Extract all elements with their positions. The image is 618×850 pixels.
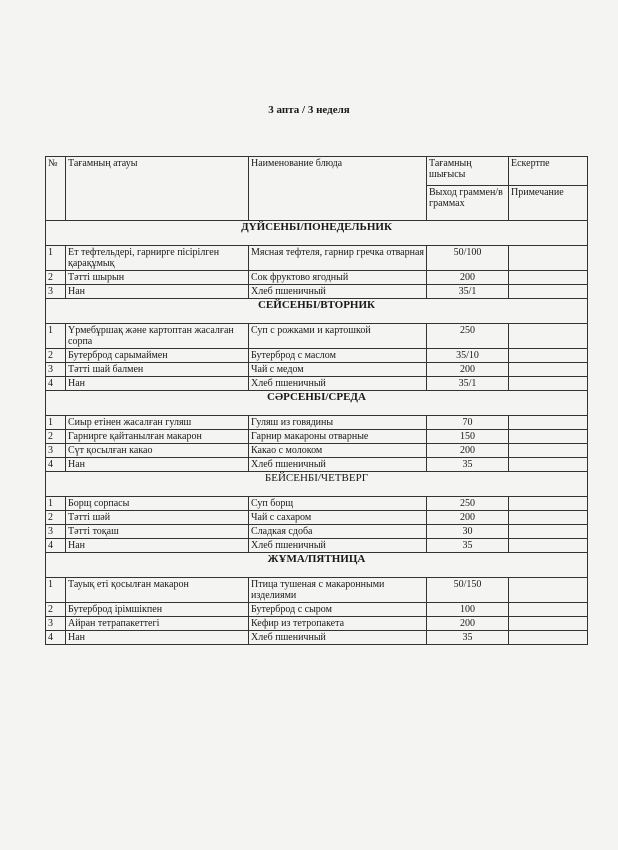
dish-name-ru: Хлеб пшеничный	[249, 377, 427, 391]
dish-number: 3	[46, 363, 66, 377]
dish-note	[509, 416, 588, 430]
dish-note	[509, 285, 588, 299]
dish-name-kz: Нан	[66, 631, 249, 645]
dish-name-kz: Нан	[66, 539, 249, 553]
dish-name-ru: Мясная тефтеля, гарнир гречка отварная	[249, 246, 427, 271]
dish-number: 2	[46, 603, 66, 617]
header-row	[46, 157, 588, 186]
dish-note	[509, 511, 588, 525]
table-row	[46, 285, 588, 299]
dish-name-kz: Ет тефтельдері, гарнирге пісірілген қарақұмық	[66, 246, 249, 271]
dish-name-kz: Нан	[66, 285, 249, 299]
dish-name-ru: Суп с рожками и картошкой	[249, 324, 427, 349]
dish-note	[509, 631, 588, 645]
dish-name-kz: Айран тетрапакеттегі	[66, 617, 249, 631]
dish-number: 1	[46, 246, 66, 271]
dish-name-kz: Бутерброд ірімшікпен	[66, 603, 249, 617]
table-row	[46, 497, 588, 511]
dish-number: 4	[46, 458, 66, 472]
dish-yield: 200	[427, 363, 509, 377]
table-row	[46, 246, 588, 271]
dish-number: 1	[46, 578, 66, 603]
table-row	[46, 631, 588, 645]
day-title: СЕЙСЕНБІ/ВТОРНИК	[46, 299, 588, 324]
dish-yield: 35	[427, 458, 509, 472]
menu-table-body	[46, 157, 588, 645]
dish-number: 3	[46, 285, 66, 299]
dish-name-ru: Хлеб пшеничный	[249, 539, 427, 553]
dish-yield: 100	[427, 603, 509, 617]
dish-name-ru: Хлеб пшеничный	[249, 631, 427, 645]
dish-name-kz: Гарнирге қайтанылған макарон	[66, 430, 249, 444]
dish-note	[509, 430, 588, 444]
table-row	[46, 324, 588, 349]
dish-note	[509, 377, 588, 391]
dish-yield: 70	[427, 416, 509, 430]
dish-name-ru: Гарнир макароны отварные	[249, 430, 427, 444]
dish-name-kz: Тәтті шырын	[66, 271, 249, 285]
day-header-row	[46, 391, 588, 416]
dish-name-ru: Гуляш из говядины	[249, 416, 427, 430]
day-title: ЖҰМА/ПЯТНИЦА	[46, 553, 588, 578]
dish-number: 4	[46, 631, 66, 645]
dish-yield: 35	[427, 539, 509, 553]
dish-name-kz: Тәтті шай балмен	[66, 363, 249, 377]
dish-note	[509, 617, 588, 631]
dish-note	[509, 349, 588, 363]
dish-yield: 35/10	[427, 349, 509, 363]
day-header-row	[46, 472, 588, 497]
dish-number: 1	[46, 497, 66, 511]
dish-yield: 250	[427, 497, 509, 511]
table-row	[46, 430, 588, 444]
table-row	[46, 539, 588, 553]
dish-note	[509, 271, 588, 285]
dish-number: 2	[46, 271, 66, 285]
dish-number: 1	[46, 324, 66, 349]
dish-name-kz: Борщ сорпасы	[66, 497, 249, 511]
dish-name-ru: Птица тушеная с макаронными изделиями	[249, 578, 427, 603]
dish-yield: 50/150	[427, 578, 509, 603]
dish-yield: 200	[427, 511, 509, 525]
dish-name-ru: Сок фруктово ягодный	[249, 271, 427, 285]
header-note-kz: Ескертпе	[509, 157, 588, 186]
dish-number: 1	[46, 416, 66, 430]
dish-name-ru: Чай с медом	[249, 363, 427, 377]
table-row	[46, 458, 588, 472]
day-header-row	[46, 553, 588, 578]
header-yield-ru: Выход граммен/в граммах	[427, 186, 509, 221]
table-row	[46, 603, 588, 617]
dish-name-kz: Сиыр етінен жасалған гуляш	[66, 416, 249, 430]
header-name-kz: Тағамның атауы	[66, 157, 249, 221]
dish-yield: 35/1	[427, 377, 509, 391]
dish-number: 3	[46, 617, 66, 631]
day-title: БЕЙСЕНБІ/ЧЕТВЕРГ	[46, 472, 588, 497]
dish-note	[509, 603, 588, 617]
dish-name-kz: Тәтті шәй	[66, 511, 249, 525]
dish-name-ru: Кефир из тетропакета	[249, 617, 427, 631]
dish-number: 3	[46, 444, 66, 458]
header-name-ru: Наименование блюда	[249, 157, 427, 221]
header-num: №	[46, 157, 66, 221]
dish-yield: 150	[427, 430, 509, 444]
dish-yield: 200	[427, 617, 509, 631]
table-row	[46, 271, 588, 285]
dish-name-ru: Какао с молоком	[249, 444, 427, 458]
dish-name-ru: Хлеб пшеничный	[249, 458, 427, 472]
dish-number: 2	[46, 511, 66, 525]
dish-name-ru: Чай с сахаром	[249, 511, 427, 525]
dish-name-ru: Бутерброд с маслом	[249, 349, 427, 363]
dish-note	[509, 458, 588, 472]
table-row	[46, 617, 588, 631]
dish-number: 4	[46, 539, 66, 553]
dish-note	[509, 497, 588, 511]
dish-name-kz: Тәтті тоқаш	[66, 525, 249, 539]
day-header-row	[46, 221, 588, 246]
dish-name-ru: Суп борщ	[249, 497, 427, 511]
dish-name-kz: Нан	[66, 458, 249, 472]
dish-note	[509, 324, 588, 349]
dish-number: 3	[46, 525, 66, 539]
dish-note	[509, 539, 588, 553]
dish-note	[509, 525, 588, 539]
dish-yield: 50/100	[427, 246, 509, 271]
page-title: 3 апта / 3 неделя	[268, 104, 350, 116]
table-row	[46, 444, 588, 458]
table-row	[46, 525, 588, 539]
dish-name-kz: Үрмебұршақ және картоптан жасалған сорпа	[66, 324, 249, 349]
table-row	[46, 511, 588, 525]
day-header-row	[46, 299, 588, 324]
dish-note	[509, 444, 588, 458]
dish-name-kz: Бутерброд сарымаймен	[66, 349, 249, 363]
dish-number: 2	[46, 349, 66, 363]
dish-number: 2	[46, 430, 66, 444]
dish-yield: 35/1	[427, 285, 509, 299]
table-row	[46, 363, 588, 377]
table-row	[46, 349, 588, 363]
dish-yield: 30	[427, 525, 509, 539]
dish-yield: 250	[427, 324, 509, 349]
dish-yield: 35	[427, 631, 509, 645]
table-row	[46, 377, 588, 391]
dish-name-kz: Сүт қосылған какао	[66, 444, 249, 458]
table-row	[46, 416, 588, 430]
dish-note	[509, 578, 588, 603]
menu-table	[45, 156, 588, 645]
dish-yield: 200	[427, 271, 509, 285]
dish-number: 4	[46, 377, 66, 391]
dish-yield: 200	[427, 444, 509, 458]
day-title: СӘРСЕНБІ/СРЕДА	[46, 391, 588, 416]
dish-name-ru: Бутерброд с сыром	[249, 603, 427, 617]
header-note-ru: Примечание	[509, 186, 588, 221]
dish-name-kz: Тауық еті қосылған макарон	[66, 578, 249, 603]
dish-name-kz: Нан	[66, 377, 249, 391]
table-row	[46, 578, 588, 603]
dish-note	[509, 246, 588, 271]
dish-name-ru: Сладкая сдоба	[249, 525, 427, 539]
dish-note	[509, 363, 588, 377]
day-title: ДҮЙСЕНБІ/ПОНЕДЕЛЬНИК	[46, 221, 588, 246]
header-yield-kz: Тағамның шығысы	[427, 157, 509, 186]
dish-name-ru: Хлеб пшеничный	[249, 285, 427, 299]
